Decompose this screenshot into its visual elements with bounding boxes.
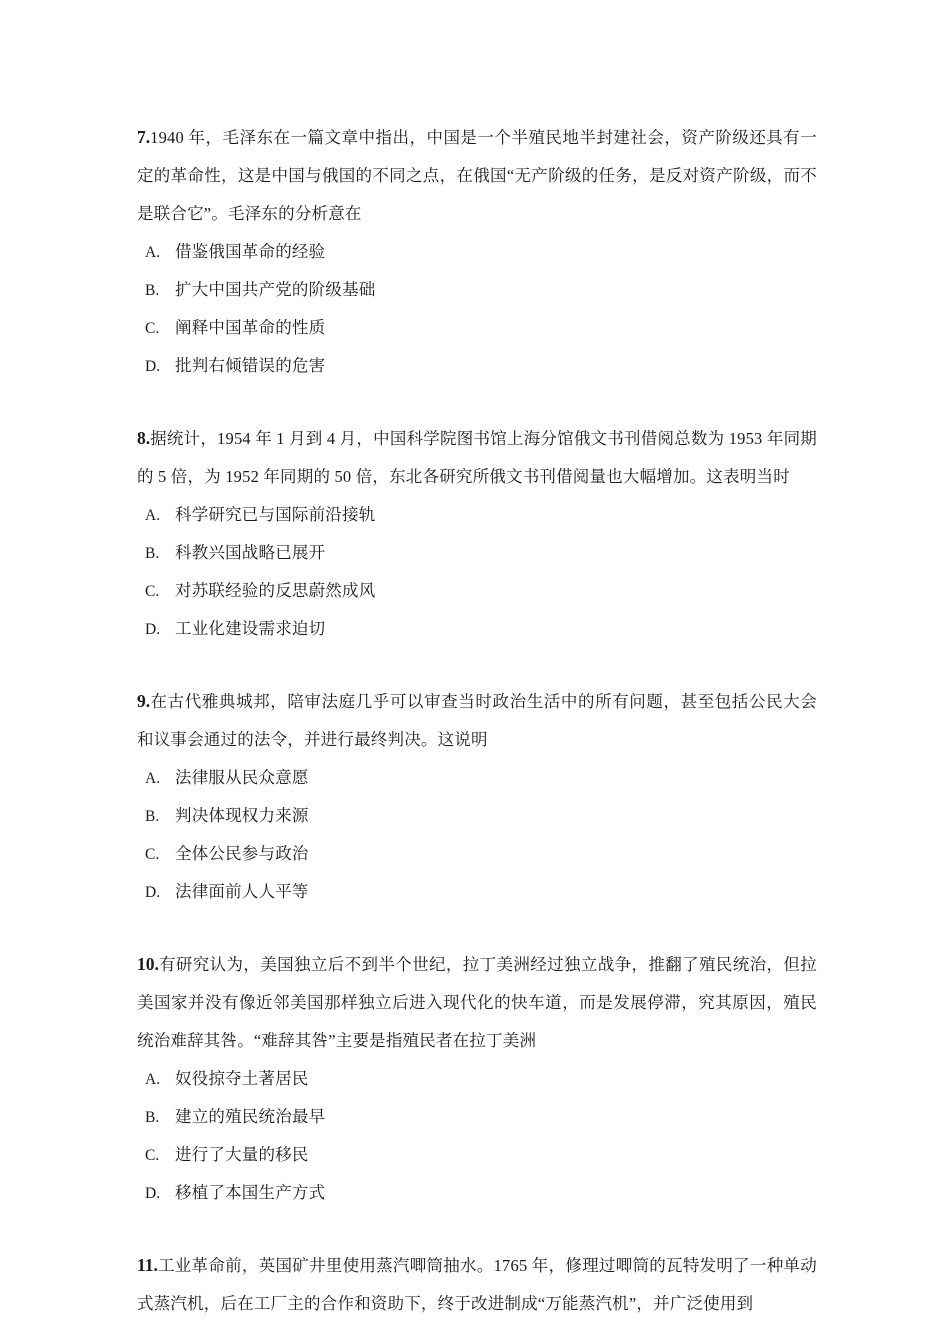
option-text: 奴役掠夺土著居民 xyxy=(175,1069,309,1088)
option-text: 进行了大量的移民 xyxy=(175,1145,309,1164)
option-list xyxy=(137,1060,817,1212)
option-item[interactable] xyxy=(137,233,817,271)
option-letter: C. xyxy=(145,320,160,337)
option-text: 扩大中国共产党的阶级基础 xyxy=(175,280,376,299)
question-number: 7. xyxy=(137,127,151,147)
option-list xyxy=(137,233,817,385)
option-item[interactable] xyxy=(137,572,817,610)
option-text: 判决体现权力来源 xyxy=(175,806,309,825)
question-stem xyxy=(137,1246,817,1323)
option-letter: A. xyxy=(145,507,161,524)
option-item[interactable] xyxy=(137,610,817,648)
question-stem xyxy=(137,945,817,1060)
option-text: 法律面前人人平等 xyxy=(175,882,309,901)
option-text: 科学研究已与国际前沿接轨 xyxy=(175,505,376,524)
option-item[interactable] xyxy=(137,835,817,873)
question-number: 10. xyxy=(137,954,159,974)
option-item[interactable] xyxy=(137,1174,817,1212)
option-letter: D. xyxy=(145,358,161,375)
question-stem-text: 1940 年，毛泽东在一篇文章中指出，中国是一个半殖民地半封建社会，资产阶级还具有一定的革命性，这是中国与俄国的不同之点，在俄国“无产阶级的任务，是反对资产阶级，而不是联合它”。毛泽东的分析意在 xyxy=(137,128,817,223)
option-list xyxy=(137,496,817,648)
option-text: 科教兴国战略已展开 xyxy=(175,543,326,562)
option-letter: C. xyxy=(145,583,160,600)
option-text: 建立的殖民统治最早 xyxy=(175,1107,326,1126)
option-item[interactable] xyxy=(137,1136,817,1174)
option-letter: A. xyxy=(145,244,161,261)
option-letter: D. xyxy=(145,1185,161,1202)
question-list xyxy=(137,118,817,1323)
option-text: 借鉴俄国革命的经验 xyxy=(175,242,326,261)
question-stem xyxy=(137,682,817,759)
option-text: 全体公民参与政治 xyxy=(175,844,309,863)
question-stem xyxy=(137,419,817,496)
question-stem-text: 工业革命前，英国矿井里使用蒸汽唧筒抽水。1765 年，修理过唧筒的瓦特发明了一种单动式蒸汽机，后在工厂主的合作和资助下，终于改进制成“万能蒸汽机”，并广泛使用到 xyxy=(137,1256,817,1313)
option-item[interactable] xyxy=(137,797,817,835)
option-letter: A. xyxy=(145,770,161,787)
question-spacer xyxy=(137,668,817,682)
question-number: 9. xyxy=(137,691,151,711)
option-letter: A. xyxy=(145,1071,161,1088)
option-letter: C. xyxy=(145,846,160,863)
option-text: 法律服从民众意愿 xyxy=(175,768,309,787)
question-block-8 xyxy=(137,419,817,648)
option-letter: C. xyxy=(145,1147,160,1164)
option-item[interactable] xyxy=(137,534,817,572)
option-item[interactable] xyxy=(137,759,817,797)
option-letter: B. xyxy=(145,282,160,299)
option-letter: B. xyxy=(145,1109,160,1126)
option-text: 对苏联经验的反思蔚然成风 xyxy=(175,581,376,600)
question-stem-text: 有研究认为，美国独立后不到半个世纪，拉丁美洲经过独立战争，推翻了殖民统治，但拉美国家并没有像近邻美国那样独立后进入现代化的快车道，而是发展停滞，究其原因，殖民统治难辞其咎。“难辞其咎”主要是指殖民者在拉丁美洲 xyxy=(137,955,817,1050)
option-item[interactable] xyxy=(137,873,817,911)
question-stem-text: 据统计，1954 年 1 月到 4 月，中国科学院图书馆上海分馆俄文书刊借阅总数为 1953 年同期的 5 倍，为 1952 年同期的 50 倍，东北各研究所俄文书刊借阅量也大幅增加。这表明当时 xyxy=(137,429,817,486)
option-letter: D. xyxy=(145,621,161,638)
question-block-9 xyxy=(137,682,817,911)
option-text: 移植了本国生产方式 xyxy=(175,1183,326,1202)
option-item[interactable] xyxy=(137,1098,817,1136)
option-list xyxy=(137,759,817,911)
question-block-11 xyxy=(137,1246,817,1323)
option-letter: D. xyxy=(145,884,161,901)
question-number: 8. xyxy=(137,428,151,448)
option-letter: B. xyxy=(145,808,160,825)
question-spacer xyxy=(137,931,817,945)
question-stem-text: 在古代雅典城邦，陪审法庭几乎可以审查当时政治生活中的所有问题，甚至包括公民大会和议事会通过的法令，并进行最终判决。这说明 xyxy=(137,692,817,749)
question-block-7 xyxy=(137,118,817,385)
option-item[interactable] xyxy=(137,271,817,309)
option-item[interactable] xyxy=(137,309,817,347)
option-text: 阐释中国革命的性质 xyxy=(175,318,326,337)
question-spacer xyxy=(137,405,817,419)
option-text: 批判右倾错误的危害 xyxy=(175,356,326,375)
question-block-10 xyxy=(137,945,817,1212)
question-spacer xyxy=(137,1232,817,1246)
question-number: 11. xyxy=(137,1255,158,1275)
option-item[interactable] xyxy=(137,496,817,534)
option-letter: B. xyxy=(145,545,160,562)
option-item[interactable] xyxy=(137,1060,817,1098)
option-text: 工业化建设需求迫切 xyxy=(175,619,326,638)
question-stem xyxy=(137,118,817,233)
option-item[interactable] xyxy=(137,347,817,385)
